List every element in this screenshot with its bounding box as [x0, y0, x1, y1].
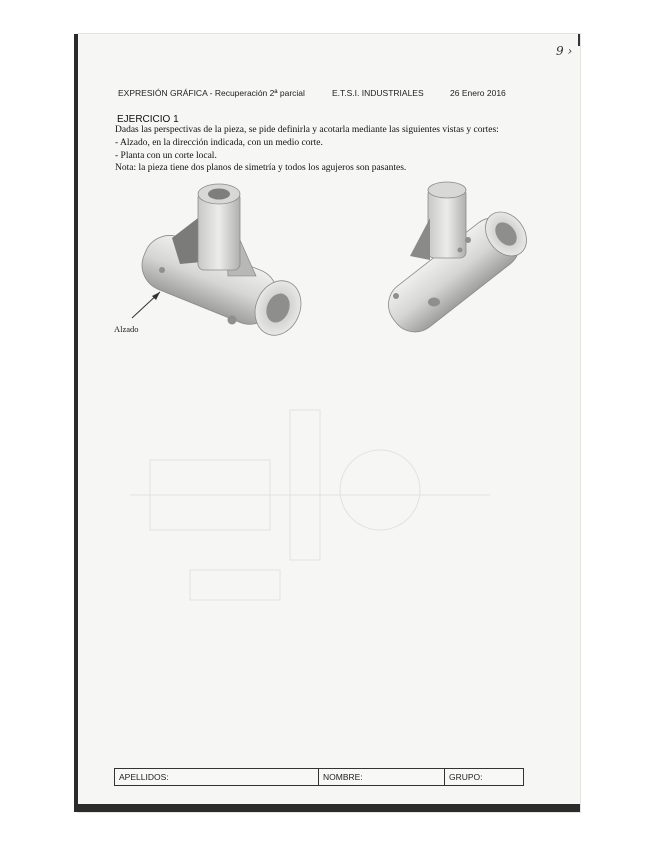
right-perspective — [379, 182, 535, 342]
bleed-through-ghost — [130, 380, 490, 610]
apellidos-field[interactable]: APELLIDOS: — [115, 769, 319, 785]
perspective-figures — [110, 178, 540, 358]
right-hole-2 — [458, 248, 463, 253]
scan-edge-left — [74, 34, 78, 812]
right-vertical-boss — [428, 188, 466, 258]
exercise-note: Nota: la pieza tiene dos planos de simetría y todos los agujeros son pasantes. — [115, 163, 407, 173]
right-hole-3 — [393, 293, 399, 299]
right-hole-1 — [465, 237, 471, 243]
handwritten-page-number: 9 › — [556, 44, 573, 58]
exercise-item-alzado: - Alzado, en la dirección indicada, con un medio corte. — [115, 138, 323, 148]
alzado-label: Alzado — [114, 324, 139, 334]
scan-edge-bottom — [74, 804, 580, 812]
right-rib — [410, 218, 430, 260]
header-date: 26 Enero 2016 — [450, 88, 506, 98]
left-hole-1 — [159, 267, 165, 273]
nombre-field[interactable]: NOMBRE: — [319, 769, 445, 785]
student-fields-bar — [114, 768, 524, 786]
scan-edge-right — [578, 34, 580, 46]
right-boss-top — [428, 182, 466, 198]
exercise-item-planta: - Planta con un corte local. — [115, 151, 217, 161]
exercise-title: EJERCICIO 1 — [117, 114, 179, 125]
left-perspective — [114, 184, 309, 342]
right-hole-4 — [428, 298, 440, 307]
left-boss-bore — [208, 189, 230, 200]
grupo-field[interactable]: GRUPO: — [449, 772, 483, 782]
header-school: E.T.S.I. INDUSTRIALES — [332, 88, 424, 98]
header-course: EXPRESIÓN GRÁFICA - Recuperación 2ª parcial — [118, 88, 305, 98]
exercise-statement: Dadas las perspectivas de la pieza, se pide definirla y acotarla mediante las siguientes vistas y cortes: — [115, 125, 499, 135]
left-hole-2 — [228, 316, 237, 325]
